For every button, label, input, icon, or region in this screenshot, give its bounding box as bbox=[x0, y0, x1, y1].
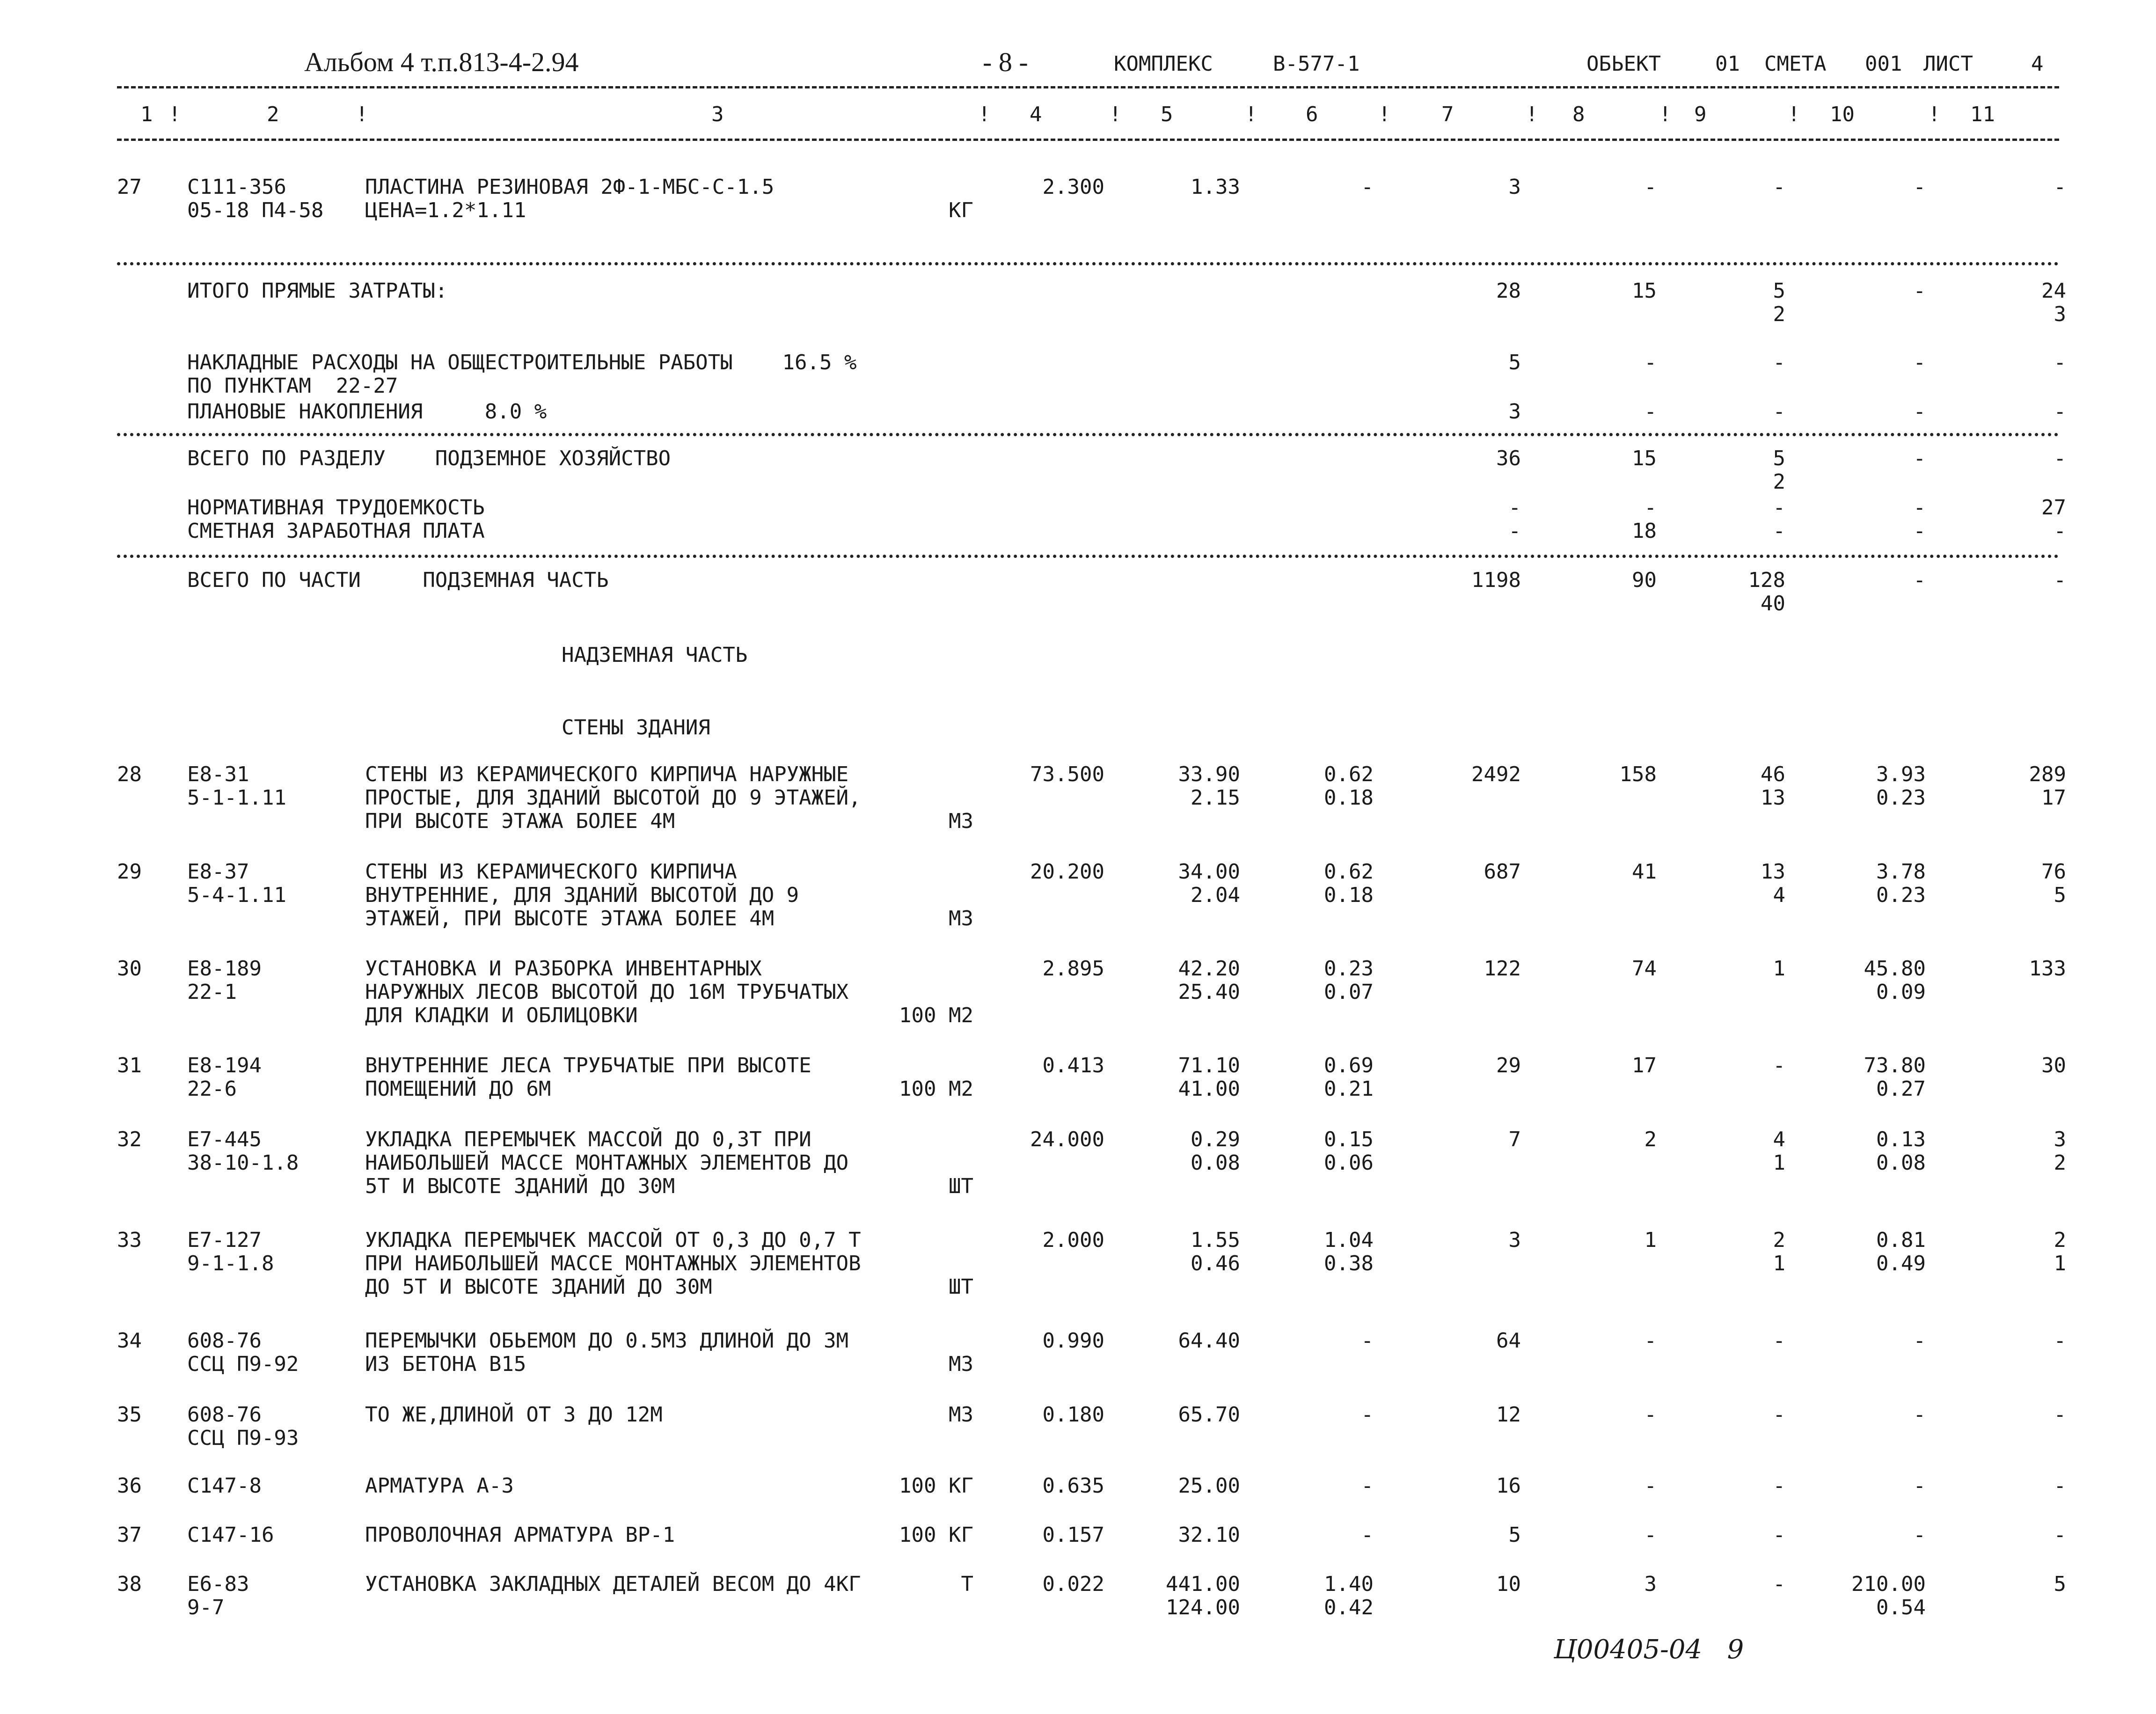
cell-col5: 42.20 bbox=[1178, 957, 1240, 981]
cell-col7: 64 bbox=[1496, 1329, 1521, 1353]
cell-row-number: 33 bbox=[117, 1228, 142, 1252]
cell-code: Е8-31 bbox=[187, 762, 249, 786]
cell-col10: 3.93 bbox=[1876, 762, 1926, 786]
cell-description: ПЛАСТИНА РЕЗИНОВАЯ 2Ф-1-МБС-С-1.5 bbox=[365, 175, 775, 199]
cell-col6: 0.69 bbox=[1324, 1054, 1374, 1077]
cell-col10: 3.78 bbox=[1876, 860, 1926, 884]
cell-col11: 5 bbox=[2054, 883, 2066, 907]
cell-col7: 12 bbox=[1496, 1403, 1521, 1427]
cell-description: УКЛАДКА ПЕРЕМЫЧЕК МАССОЙ ДО 0,3Т ПРИ bbox=[365, 1128, 811, 1151]
cell-description: ЦЕНА=1.2*1.11 bbox=[365, 198, 526, 222]
cell-col5: 33.90 bbox=[1178, 762, 1240, 786]
cell-code: ССЦ П9-92 bbox=[187, 1352, 299, 1376]
cell-col6: - bbox=[1361, 1474, 1374, 1498]
cell-col5: 64.40 bbox=[1178, 1329, 1240, 1353]
complex-label: КОМПЛЕКС bbox=[1114, 52, 1213, 76]
cell-code: 5-4-1.11 bbox=[187, 883, 286, 907]
cell-unit: Т bbox=[961, 1572, 973, 1596]
cell-col8: - bbox=[1644, 400, 1657, 424]
cell-col9: 4 bbox=[1773, 1128, 1785, 1151]
cell-col6: - bbox=[1361, 1403, 1374, 1427]
cell-col9: 46 bbox=[1761, 762, 1785, 786]
cell-code: С111-356 bbox=[187, 175, 286, 199]
cell-description: ТО ЖЕ,ДЛИНОЙ ОТ 3 ДО 12М bbox=[365, 1403, 663, 1427]
column-separator: ! bbox=[978, 103, 991, 126]
cell-description: ИЗ БЕТОНА В15 bbox=[365, 1352, 526, 1376]
cell-col10: - bbox=[1913, 1329, 1926, 1353]
cell-unit: 100 М2 bbox=[899, 1077, 973, 1101]
cell-quantity: 2.000 bbox=[1042, 1228, 1104, 1252]
cell-description: ПРОСТЫЕ, ДЛЯ ЗДАНИЙ ВЫСОТОЙ ДО 9 ЭТАЖЕЙ, bbox=[365, 786, 861, 810]
cell-description: ПЕРЕМЫЧКИ ОБЬЕМОМ ДО 0.5М3 ДЛИНОЙ ДО 3М bbox=[365, 1329, 849, 1353]
column-header: 5 bbox=[1161, 103, 1173, 126]
cell-col8: 158 bbox=[1619, 762, 1657, 786]
cell-col8: 15 bbox=[1632, 447, 1657, 470]
column-header: 11 bbox=[1970, 103, 1995, 126]
cell-col9: - bbox=[1773, 496, 1785, 520]
cell-col6: 0.07 bbox=[1324, 980, 1374, 1004]
cell-unit: ШТ bbox=[949, 1174, 973, 1198]
cell-description: СТЕНЫ ИЗ КЕРАМИЧЕСКОГО КИРПИЧА НАРУЖНЫЕ bbox=[365, 762, 849, 786]
column-separator: ! bbox=[168, 103, 181, 126]
cell-col9: - bbox=[1773, 1329, 1785, 1353]
cell-row-number: 38 bbox=[117, 1572, 142, 1596]
cell-col10: 0.23 bbox=[1876, 786, 1926, 810]
cell-quantity: 73.500 bbox=[1030, 762, 1104, 786]
cell-description: УКЛАДКА ПЕРЕМЫЧЕК МАССОЙ ОТ 0,3 ДО 0,7 Т bbox=[365, 1228, 861, 1252]
cell-col8: 90 bbox=[1632, 568, 1657, 592]
cell-col5: 25.40 bbox=[1178, 980, 1240, 1004]
cell-quantity: 0.180 bbox=[1042, 1403, 1104, 1427]
cell-row-number: 27 bbox=[117, 175, 142, 199]
cell-col8: 74 bbox=[1632, 957, 1657, 981]
cell-col11: - bbox=[2054, 519, 2066, 543]
cell-code: 38-10-1.8 bbox=[187, 1151, 299, 1175]
cell-description: ВНУТРЕННИЕ, ДЛЯ ЗДАНИЙ ВЫСОТОЙ ДО 9 bbox=[365, 883, 799, 907]
cell-description: ДЛЯ КЛАДКИ И ОБЛИЦОВКИ bbox=[365, 1003, 638, 1027]
column-separator: ! bbox=[1109, 103, 1122, 126]
cell-col7: 29 bbox=[1496, 1054, 1521, 1077]
cell-col10: 210.00 bbox=[1851, 1572, 1926, 1596]
cell-description: ДО 5Т И ВЫСОТЕ ЗДАНИЙ ДО 30М bbox=[365, 1275, 712, 1299]
cell-col7: 1198 bbox=[1471, 568, 1521, 592]
cell-col11: 17 bbox=[2041, 786, 2066, 810]
cell-row-number: 34 bbox=[117, 1329, 142, 1353]
estimate-number: 001 bbox=[1865, 52, 1902, 76]
cell-col9: - bbox=[1773, 1054, 1785, 1077]
cell-col6: 0.18 bbox=[1324, 883, 1374, 907]
cell-code: Е8-194 bbox=[187, 1054, 262, 1077]
page-number: - 8 - bbox=[983, 47, 1028, 77]
header-rule-bottom bbox=[117, 139, 2059, 141]
separator-dots bbox=[117, 433, 2059, 436]
cell-quantity: 0.157 bbox=[1042, 1523, 1104, 1547]
cell-col6: 0.38 bbox=[1324, 1252, 1374, 1275]
column-separator: ! bbox=[1659, 103, 1672, 126]
cell-col11: 2 bbox=[2054, 1151, 2066, 1175]
cell-col6: 0.15 bbox=[1324, 1128, 1374, 1151]
cell-col8: 3 bbox=[1644, 1572, 1657, 1596]
column-separator: ! bbox=[356, 103, 368, 126]
cell-col11: 289 bbox=[2029, 762, 2066, 786]
cell-col11: 27 bbox=[2041, 496, 2066, 520]
column-separator: ! bbox=[1928, 103, 1941, 126]
cell-code: 608-76 bbox=[187, 1329, 262, 1353]
cell-col9: - bbox=[1773, 1474, 1785, 1498]
cell-code: 05-18 П4-58 bbox=[187, 198, 324, 222]
cell-col9: 1 bbox=[1773, 1252, 1785, 1275]
cell-code: Е7-445 bbox=[187, 1128, 262, 1151]
cell-col8: - bbox=[1644, 1329, 1657, 1353]
separator-dots bbox=[117, 262, 2059, 265]
total-label: НАКЛАДНЫЕ РАСХОДЫ НА ОБЩЕСТРОИТЕЛЬНЫЕ РАБОТЫ 16.5 % bbox=[187, 351, 857, 374]
total-label: СМЕТНАЯ ЗАРАБОТНАЯ ПЛАТА bbox=[187, 519, 485, 543]
column-separator: ! bbox=[1378, 103, 1391, 126]
cell-col11: 5 bbox=[2054, 1572, 2066, 1596]
cell-description: ПРОВОЛОЧНАЯ АРМАТУРА ВР-1 bbox=[365, 1523, 675, 1547]
cell-description: 5Т И ВЫСОТЕ ЗДАНИЙ ДО 30М bbox=[365, 1174, 675, 1198]
cell-col10: 73.80 bbox=[1864, 1054, 1926, 1077]
cell-col10: 0.27 bbox=[1876, 1077, 1926, 1101]
cell-col7: 36 bbox=[1496, 447, 1521, 470]
cell-col5: 25.00 bbox=[1178, 1474, 1240, 1498]
separator-dots bbox=[117, 555, 2059, 558]
cell-col10: - bbox=[1913, 279, 1926, 303]
cell-col10: - bbox=[1913, 175, 1926, 199]
cell-description: ЭТАЖЕЙ, ПРИ ВЫСОТЕ ЭТАЖА БОЛЕЕ 4М bbox=[365, 907, 775, 930]
cell-col9: 1 bbox=[1773, 957, 1785, 981]
cell-col7: 687 bbox=[1484, 860, 1521, 884]
cell-quantity: 20.200 bbox=[1030, 860, 1104, 884]
cell-code: С147-16 bbox=[187, 1523, 274, 1547]
cell-col6: 0.23 bbox=[1324, 957, 1374, 981]
cell-col9: - bbox=[1773, 1403, 1785, 1427]
cell-col8: - bbox=[1644, 1523, 1657, 1547]
cell-col6: 1.40 bbox=[1324, 1572, 1374, 1596]
cell-row-number: 29 bbox=[117, 860, 142, 884]
cell-row-number: 37 bbox=[117, 1523, 142, 1547]
total-label: ПЛАНОВЫЕ НАКОПЛЕНИЯ 8.0 % bbox=[187, 400, 547, 424]
cell-code: 608-76 bbox=[187, 1403, 262, 1427]
cell-col5: 1.33 bbox=[1191, 175, 1240, 199]
cell-code: 5-1-1.11 bbox=[187, 786, 286, 810]
cell-quantity: 2.895 bbox=[1042, 957, 1104, 981]
cell-col10: - bbox=[1913, 351, 1926, 374]
cell-col6: 0.18 bbox=[1324, 786, 1374, 810]
column-header: 7 bbox=[1441, 103, 1454, 126]
cell-col11: - bbox=[2054, 1403, 2066, 1427]
cell-col10: 0.23 bbox=[1876, 883, 1926, 907]
cell-col9: 5 bbox=[1773, 447, 1785, 470]
cell-col9: - bbox=[1773, 351, 1785, 374]
cell-col10: 0.09 bbox=[1876, 980, 1926, 1004]
cell-description: ВНУТРЕННИЕ ЛЕСА ТРУБЧАТЫЕ ПРИ ВЫСОТЕ bbox=[365, 1054, 811, 1077]
column-separator: ! bbox=[1245, 103, 1257, 126]
cell-col7: 28 bbox=[1496, 279, 1521, 303]
cell-row-number: 35 bbox=[117, 1403, 142, 1427]
cell-col11: - bbox=[2054, 1329, 2066, 1353]
cell-row-number: 31 bbox=[117, 1054, 142, 1077]
cell-col7: 2492 bbox=[1471, 762, 1521, 786]
cell-col5: 0.46 bbox=[1191, 1252, 1240, 1275]
section-title: СТЕНЫ ЗДАНИЯ bbox=[562, 716, 710, 740]
cell-unit: М3 bbox=[949, 1352, 973, 1376]
cell-description: АРМАТУРА А-3 bbox=[365, 1474, 514, 1498]
cell-col9: 1 bbox=[1773, 1151, 1785, 1175]
cell-col10: - bbox=[1913, 1474, 1926, 1498]
cell-col10: - bbox=[1913, 1403, 1926, 1427]
cell-col11: 24 bbox=[2041, 279, 2066, 303]
cell-col9: 4 bbox=[1773, 883, 1785, 907]
column-header: 6 bbox=[1306, 103, 1318, 126]
cell-code: Е6-83 bbox=[187, 1572, 249, 1596]
cell-code: Е8-189 bbox=[187, 957, 262, 981]
cell-code: 22-6 bbox=[187, 1077, 237, 1101]
cell-col10: - bbox=[1913, 1523, 1926, 1547]
cell-col6: 0.06 bbox=[1324, 1151, 1374, 1175]
cell-col7: - bbox=[1508, 496, 1521, 520]
cell-col9: - bbox=[1773, 175, 1785, 199]
cell-description: СТЕНЫ ИЗ КЕРАМИЧЕСКОГО КИРПИЧА bbox=[365, 860, 737, 884]
column-header: 1 bbox=[140, 103, 153, 126]
cell-col8: 17 bbox=[1632, 1054, 1657, 1077]
cell-col6: - bbox=[1361, 1523, 1374, 1547]
cell-code: Е7-127 bbox=[187, 1228, 262, 1252]
column-header: 2 bbox=[267, 103, 279, 126]
cell-col9: 13 bbox=[1761, 860, 1785, 884]
cell-col9: 40 bbox=[1761, 592, 1785, 615]
cell-col9: 128 bbox=[1748, 568, 1785, 592]
cell-col6: 0.62 bbox=[1324, 762, 1374, 786]
cell-col10: - bbox=[1913, 519, 1926, 543]
cell-col10: - bbox=[1913, 447, 1926, 470]
cell-col11: - bbox=[2054, 400, 2066, 424]
total-label: НОРМАТИВНАЯ ТРУДОЕМКОСТЬ bbox=[187, 496, 485, 520]
cell-col7: 7 bbox=[1508, 1128, 1521, 1151]
cell-unit: ШТ bbox=[949, 1275, 973, 1299]
album-title: Альбом 4 т.п.813-4-2.94 bbox=[304, 47, 579, 77]
cell-col8: 18 bbox=[1632, 519, 1657, 543]
cell-col10: 0.54 bbox=[1876, 1596, 1926, 1619]
cell-description: ПРИ ВЫСОТЕ ЭТАЖА БОЛЕЕ 4М bbox=[365, 809, 675, 833]
total-label: ПО ПУНКТАМ 22-27 bbox=[187, 374, 398, 398]
cell-col5: 2.04 bbox=[1191, 883, 1240, 907]
cell-unit: 100 КГ bbox=[899, 1474, 973, 1498]
cell-col5: 1.55 bbox=[1191, 1228, 1240, 1252]
cell-col10: 0.81 bbox=[1876, 1228, 1926, 1252]
cell-col11: 3 bbox=[2054, 1128, 2066, 1151]
cell-col6: 0.62 bbox=[1324, 860, 1374, 884]
cell-col9: - bbox=[1773, 1572, 1785, 1596]
cell-col8: 2 bbox=[1644, 1128, 1657, 1151]
cell-unit: 100 КГ bbox=[899, 1523, 973, 1547]
cell-code: ССЦ П9-93 bbox=[187, 1426, 299, 1450]
cell-col9: - bbox=[1773, 400, 1785, 424]
column-header: 4 bbox=[1030, 103, 1042, 126]
cell-col8: 1 bbox=[1644, 1228, 1657, 1252]
cell-quantity: 2.300 bbox=[1042, 175, 1104, 199]
cell-col9: 2 bbox=[1773, 302, 1785, 326]
sheet-label: ЛИСТ bbox=[1923, 52, 1973, 76]
cell-col7: 16 bbox=[1496, 1474, 1521, 1498]
column-separator: ! bbox=[1788, 103, 1800, 126]
cell-code: 9-1-1.8 bbox=[187, 1252, 274, 1275]
cell-row-number: 36 bbox=[117, 1474, 142, 1498]
cell-col10: - bbox=[1913, 496, 1926, 520]
object-number: 01 bbox=[1715, 52, 1740, 76]
cell-col11: - bbox=[2054, 1523, 2066, 1547]
cell-col11: 30 bbox=[2041, 1054, 2066, 1077]
cell-description: УСТАНОВКА И РАЗБОРКА ИНВЕНТАРНЫХ bbox=[365, 957, 762, 981]
cell-col5: 71.10 bbox=[1178, 1054, 1240, 1077]
cell-code: С147-8 bbox=[187, 1474, 262, 1498]
cell-code: 22-1 bbox=[187, 980, 237, 1004]
cell-col5: 41.00 bbox=[1178, 1077, 1240, 1101]
section-title: НАДЗЕМНАЯ ЧАСТЬ bbox=[562, 643, 748, 667]
sheet-number: 4 bbox=[2031, 52, 2044, 76]
column-separator: ! bbox=[1526, 103, 1538, 126]
cell-col7: 3 bbox=[1508, 1228, 1521, 1252]
cell-col11: 133 bbox=[2029, 957, 2066, 981]
cell-row-number: 28 bbox=[117, 762, 142, 786]
cell-col6: 1.04 bbox=[1324, 1228, 1374, 1252]
cell-col7: 3 bbox=[1508, 175, 1521, 199]
cell-col10: 0.49 bbox=[1876, 1252, 1926, 1275]
total-label: ИТОГО ПРЯМЫЕ ЗАТРАТЫ: bbox=[187, 279, 448, 303]
cell-col8: - bbox=[1644, 351, 1657, 374]
cell-unit: М3 bbox=[949, 1403, 973, 1427]
cell-description: НАРУЖНЫХ ЛЕСОВ ВЫСОТОЙ ДО 16М ТРУБЧАТЫХ bbox=[365, 980, 849, 1004]
cell-quantity: 0.635 bbox=[1042, 1474, 1104, 1498]
cell-col8: - bbox=[1644, 496, 1657, 520]
cell-col5: 2.15 bbox=[1191, 786, 1240, 810]
cell-quantity: 24.000 bbox=[1030, 1128, 1104, 1151]
cell-col9: 2 bbox=[1773, 1228, 1785, 1252]
cell-col5: 65.70 bbox=[1178, 1403, 1240, 1427]
cell-row-number: 30 bbox=[117, 957, 142, 981]
cell-col7: 10 bbox=[1496, 1572, 1521, 1596]
cell-col11: - bbox=[2054, 175, 2066, 199]
cell-col11: 76 bbox=[2041, 860, 2066, 884]
cell-col11: - bbox=[2054, 351, 2066, 374]
cell-col7: 122 bbox=[1484, 957, 1521, 981]
cell-col9: 2 bbox=[1773, 470, 1785, 494]
cell-col9: - bbox=[1773, 519, 1785, 543]
cell-col5: 32.10 bbox=[1178, 1523, 1240, 1547]
cell-col7: 5 bbox=[1508, 1523, 1521, 1547]
cell-col6: 0.42 bbox=[1324, 1596, 1374, 1619]
total-label: ВСЕГО ПО ЧАСТИ ПОДЗЕМНАЯ ЧАСТЬ bbox=[187, 568, 609, 592]
cell-col7: 3 bbox=[1508, 400, 1521, 424]
cell-col5: 124.00 bbox=[1166, 1596, 1240, 1619]
cell-col11: 3 bbox=[2054, 302, 2066, 326]
cell-description: НАИБОЛЬШЕЙ МАССЕ МОНТАЖНЫХ ЭЛЕМЕНТОВ ДО bbox=[365, 1151, 849, 1175]
cell-col8: 15 bbox=[1632, 279, 1657, 303]
total-label: ВСЕГО ПО РАЗДЕЛУ ПОДЗЕМНОЕ ХОЗЯЙСТВО bbox=[187, 447, 671, 470]
cell-col9: 5 bbox=[1773, 279, 1785, 303]
cell-unit: М3 bbox=[949, 907, 973, 930]
cell-col10: 0.08 bbox=[1876, 1151, 1926, 1175]
complex-code: В-577-1 bbox=[1273, 52, 1360, 76]
cell-col11: 1 bbox=[2054, 1252, 2066, 1275]
cell-quantity: 0.022 bbox=[1042, 1572, 1104, 1596]
cell-col11: - bbox=[2054, 568, 2066, 592]
cell-col5: 34.00 bbox=[1178, 860, 1240, 884]
cell-unit: КГ bbox=[949, 198, 973, 222]
cell-unit: 100 М2 bbox=[899, 1003, 973, 1027]
cell-col7: - bbox=[1508, 519, 1521, 543]
cell-col6: - bbox=[1361, 1329, 1374, 1353]
estimate-label: СМЕТА bbox=[1764, 52, 1827, 76]
cell-description: ПОМЕЩЕНИЙ ДО 6М bbox=[365, 1077, 551, 1101]
cell-quantity: 0.413 bbox=[1042, 1054, 1104, 1077]
cell-col5: 0.08 bbox=[1191, 1151, 1240, 1175]
cell-col8: - bbox=[1644, 1474, 1657, 1498]
cell-col11: - bbox=[2054, 447, 2066, 470]
cell-col9: 13 bbox=[1761, 786, 1785, 810]
cell-col10: 0.13 bbox=[1876, 1128, 1926, 1151]
cell-description: ПРИ НАИБОЛЬШЕЙ МАССЕ МОНТАЖНЫХ ЭЛЕМЕНТОВ bbox=[365, 1252, 861, 1275]
cell-quantity: 0.990 bbox=[1042, 1329, 1104, 1353]
cell-description: УСТАНОВКА ЗАКЛАДНЫХ ДЕТАЛЕЙ ВЕСОМ ДО 4КГ bbox=[365, 1572, 861, 1596]
cell-code: Е8-37 bbox=[187, 860, 249, 884]
cell-col10: - bbox=[1913, 400, 1926, 424]
cell-col10: 45.80 bbox=[1864, 957, 1926, 981]
column-header: 10 bbox=[1830, 103, 1855, 126]
column-header: 3 bbox=[711, 103, 724, 126]
object-label: ОБЬЕКТ bbox=[1586, 52, 1661, 76]
cell-unit: М3 bbox=[949, 809, 973, 833]
header-rule-top bbox=[117, 86, 2059, 88]
column-header: 8 bbox=[1572, 103, 1585, 126]
cell-col6: 0.21 bbox=[1324, 1077, 1374, 1101]
cell-col8: 41 bbox=[1632, 860, 1657, 884]
cell-col5: 0.29 bbox=[1191, 1128, 1240, 1151]
cell-col8: - bbox=[1644, 1403, 1657, 1427]
column-header: 9 bbox=[1694, 103, 1707, 126]
cell-col6: - bbox=[1361, 175, 1374, 199]
cell-row-number: 32 bbox=[117, 1128, 142, 1151]
handwritten-note: Ц00405-04 9 bbox=[1554, 1634, 1744, 1665]
cell-code: 9-7 bbox=[187, 1596, 225, 1619]
cell-col8: - bbox=[1644, 175, 1657, 199]
cell-col5: 441.00 bbox=[1166, 1572, 1240, 1596]
cell-col10: - bbox=[1913, 568, 1926, 592]
cell-col11: 2 bbox=[2054, 1228, 2066, 1252]
cell-col11: - bbox=[2054, 1474, 2066, 1498]
cell-col9: - bbox=[1773, 1523, 1785, 1547]
cell-col7: 5 bbox=[1508, 351, 1521, 374]
